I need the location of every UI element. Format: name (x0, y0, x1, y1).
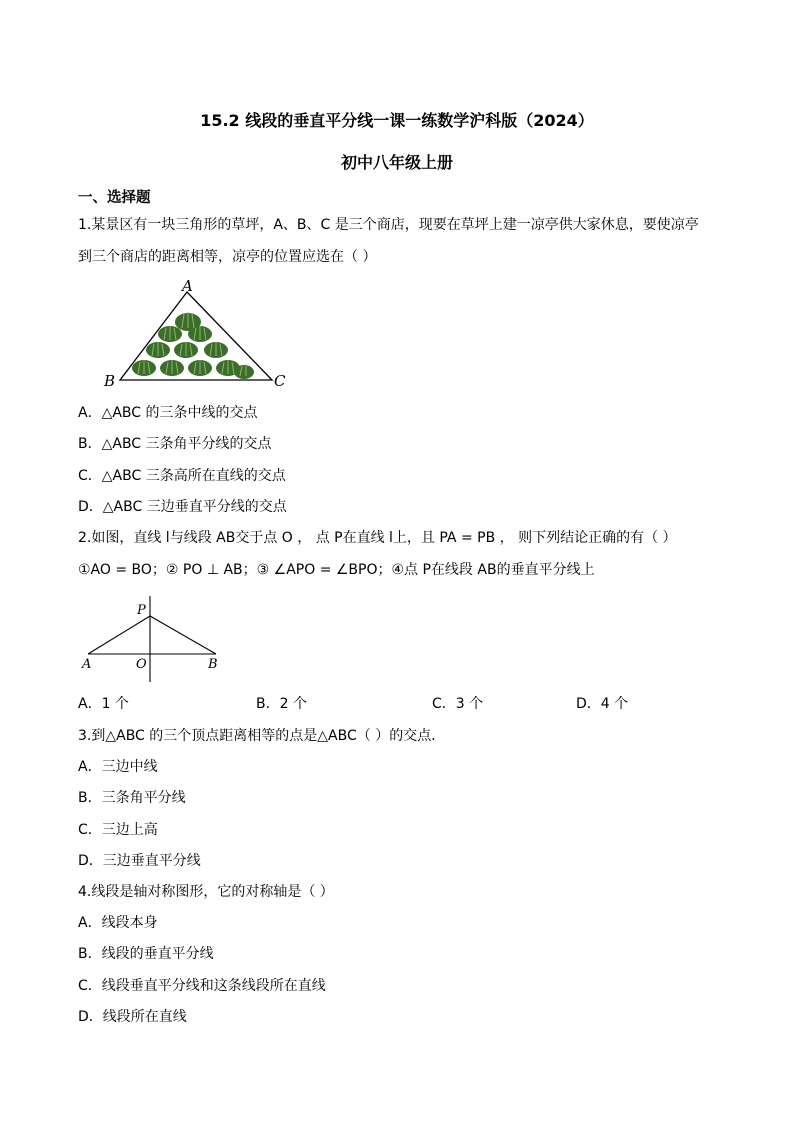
q4-option-d: D．线段所在直线 (78, 1009, 187, 1025)
q1-stem-line1: 1.某景区有一块三角形的草坪，A、B、C 是三个商店，现要在草坪上建一凉亭供大家休息，要使凉亭 (78, 217, 699, 233)
q1-vertex-a-label: A (182, 277, 193, 295)
q2-point-b-label: B (208, 657, 218, 672)
q2-point-o-label: O (136, 657, 147, 672)
q2-conditions: ①AO = BO；② PO ⊥ AB；③ ∠APO = ∠BPO；④点 P在线段 AB的垂直平分线上 (78, 562, 595, 578)
q3-stem: 3.到△ABC 的三个顶点距离相等的点是△ABC（ ）的交点． (78, 728, 446, 744)
q3-option-a: A．三边中线 (78, 759, 158, 775)
q1-option-a: A．△ABC 的三条中线的交点 (78, 405, 258, 421)
q1-vertex-b-label: B (104, 372, 116, 390)
q3-option-c: C．三边上高 (78, 822, 158, 838)
q1-vertex-c-label: C (274, 372, 286, 390)
q2-option-c: C．3 个 (432, 696, 484, 712)
q4-stem: 4.线段是轴对称图形，它的对称轴是（ ） (78, 884, 334, 900)
q1-triangle-figure (100, 278, 290, 390)
document-title: 15.2 线段的垂直平分线一课一练数学沪科版（2024） (200, 111, 594, 130)
q3-option-b: B．三条角平分线 (78, 790, 186, 806)
q2-option-b: B．2 个 (256, 696, 307, 712)
q2-option-d: D．4 个 (576, 696, 629, 712)
q1-option-c: C．△ABC 三条高所在直线的交点 (78, 468, 286, 484)
q2-point-p-label: P (137, 603, 146, 618)
q4-option-b: B．线段的垂直平分线 (78, 946, 214, 962)
q2-option-a: A．1 个 (78, 696, 129, 712)
q1-stem-line2: 到三个商店的距离相等，凉亭的位置应选在（ ） (78, 249, 377, 265)
q2-stem: 2.如图，直线 l与线段 AB交于点 O ， 点 P在直线 l上，且 PA = PB ， 则下列结论正确的有（ ） (78, 530, 677, 546)
q4-option-a: A．线段本身 (78, 915, 158, 931)
section-heading: 一、选择题 (78, 190, 151, 206)
q3-option-d: D．三边垂直平分线 (78, 853, 201, 869)
q1-option-d: D．△ABC 三边垂直平分线的交点 (78, 499, 287, 515)
q2-segment-pb (150, 616, 216, 654)
q2-point-a-label: A (82, 657, 92, 672)
q2-segment-pa (88, 616, 150, 654)
q2-geometry-figure (80, 596, 230, 686)
document-subtitle: 初中八年级上册 (340, 153, 453, 172)
q4-option-c: C．线段垂直平分线和这条线段所在直线 (78, 978, 326, 994)
q1-option-b: B．△ABC 三条角平分线的交点 (78, 436, 272, 452)
